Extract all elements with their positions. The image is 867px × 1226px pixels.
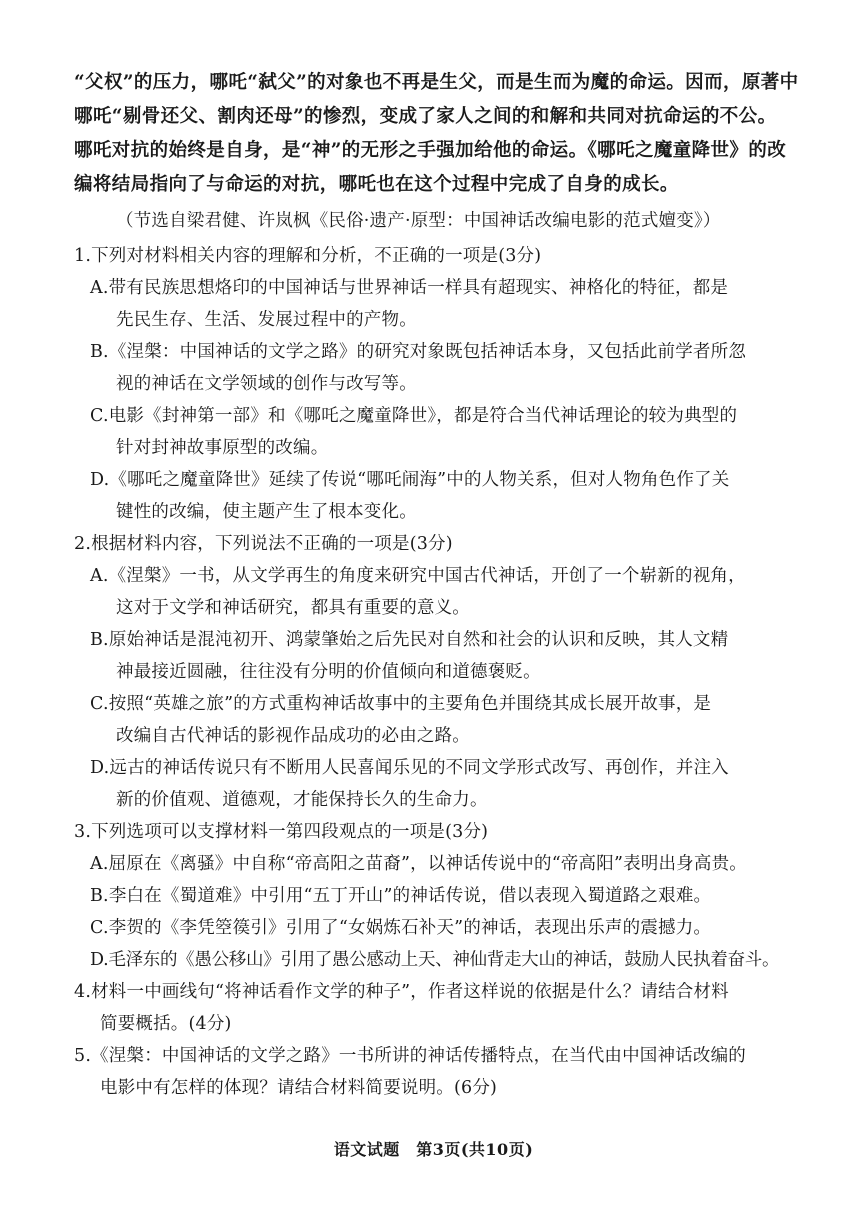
option-a xyxy=(74,560,814,624)
option-text-continued: 新的价值观、道德观，才能保持长久的生命力。 xyxy=(116,790,488,810)
passage-line: 哪吒对抗的始终是自身，是“神”的无形之手强加给他的命运。《哪吒之魔童降世》的改 xyxy=(74,140,787,161)
question-stem: 5.《涅槃：中国神话的文学之路》一书所讲的神话传播特点，在当代由中国神话改编的 xyxy=(74,1046,746,1066)
question-stem-continued: 电影中有怎样的体现？请结合材料简要说明。(6分) xyxy=(100,1078,498,1098)
option-d xyxy=(74,464,814,528)
option-text: A.屈原在《离骚》中自称“帝高阳之苗裔”，以神话传说中的“帝高阳”表明出身高贵。 xyxy=(90,854,747,874)
option-b xyxy=(74,336,814,400)
question-1 xyxy=(74,240,814,528)
option-text-continued: 针对封神故事原型的改编。 xyxy=(116,438,329,458)
option-text: B.《涅槃：中国神话的文学之路》的研究对象既包括神话本身，又包括此前学者所忽 xyxy=(90,342,747,362)
option-text: D.远古的神话传说只有不断用人民喜闻乐见的不同文学形式改写、再创作，并注入 xyxy=(90,758,729,778)
option-text-continued: 改编自古代神话的影视作品成功的必由之路。 xyxy=(116,726,470,746)
option-text: C.李贺的《李凭箜篌引》引用了“女娲炼石补天”的神话，表现出乐声的震撼力。 xyxy=(90,918,712,938)
question-list xyxy=(74,240,814,1104)
option-c xyxy=(74,400,814,464)
option-text-continued: 神最接近圆融，往往没有分明的价值倾向和道德褒贬。 xyxy=(116,662,541,682)
question-stem: 3.下列选项可以支撑材料一第四段观点的一项是(3分) xyxy=(74,822,489,842)
option-c xyxy=(74,912,814,944)
option-text: D.毛泽东的《愚公移山》引用了愚公感动上天、神仙背走大山的神话，鼓励人民执着奋斗。 xyxy=(90,950,780,970)
option-text: C.电影《封神第一部》和《哪吒之魔童降世》，都是符合当代神话理论的较为典型的 xyxy=(90,406,738,426)
option-b xyxy=(74,880,814,912)
passage-excerpt xyxy=(74,66,804,202)
option-text: B.原始神话是混沌初开、鸿蒙肇始之后先民对自然和社会的认识和反映，其人文精 xyxy=(90,630,729,650)
option-d xyxy=(74,944,814,976)
question-stem-continued: 简要概括。(4分) xyxy=(100,1014,232,1034)
option-text-continued: 这对于文学和神话研究，都具有重要的意义。 xyxy=(116,598,470,618)
question-stem: 1.下列对材料相关内容的理解和分析，不正确的一项是(3分) xyxy=(74,246,542,266)
question-4 xyxy=(74,976,814,1040)
option-text: C.按照“英雄之旅”的方式重构神话故事中的主要角色并围绕其成长展开故事，是 xyxy=(90,694,712,714)
option-text: A.带有民族思想烙印的中国神话与世界神话一样具有超现实、神格化的特征，都是 xyxy=(90,278,729,298)
option-text: A.《涅槃》一书，从文学再生的角度来研究中国古代神话，开创了一个崭新的视角， xyxy=(90,566,746,586)
question-2 xyxy=(74,528,814,816)
option-b xyxy=(74,624,814,688)
option-text-continued: 先民生存、生活、发展过程中的产物。 xyxy=(116,310,417,330)
option-text-continued: 键性的改编，使主题产生了根本变化。 xyxy=(116,502,417,522)
page-footer: 语文试题 第3页(共10页) xyxy=(333,1140,534,1159)
question-stem: 2.根据材料内容，下列说法不正确的一项是(3分) xyxy=(74,534,453,554)
passage-line: “父权”的压力，哪吒“弑父”的对象也不再是生父，而是生而为魔的命运。因而，原著中 xyxy=(74,72,799,93)
option-text-continued: 视的神话在文学领域的创作与改写等。 xyxy=(116,374,417,394)
question-stem: 4.材料一中画线句“将神话看作文学的种子”，作者这样说的依据是什么？请结合材料 xyxy=(74,982,729,1002)
passage-line: 哪吒“剔骨还父、割肉还母”的惨烈，变成了家人之间的和解和共同对抗命运的不公。 xyxy=(74,106,777,127)
option-text: B.李白在《蜀道难》中引用“五丁开山”的神话传说，借以表现入蜀道路之艰难。 xyxy=(90,886,712,906)
option-d xyxy=(74,752,814,816)
option-c xyxy=(74,688,814,752)
option-a xyxy=(74,848,814,880)
passage-line: 编将结局指向了与命运的对抗，哪吒也在这个过程中完成了自身的成长。 xyxy=(74,174,679,195)
question-5 xyxy=(74,1040,814,1104)
question-3 xyxy=(74,816,814,976)
passage-citation: （节选自梁君健、许岚枫《民俗·遗产·原型：中国神话改编电影的范式嬗变》） xyxy=(116,211,721,231)
option-text: D.《哪吒之魔童降世》延续了传说“哪吒闹海”中的人物关系，但对人物角色作了关 xyxy=(90,470,730,490)
option-a xyxy=(74,272,814,336)
